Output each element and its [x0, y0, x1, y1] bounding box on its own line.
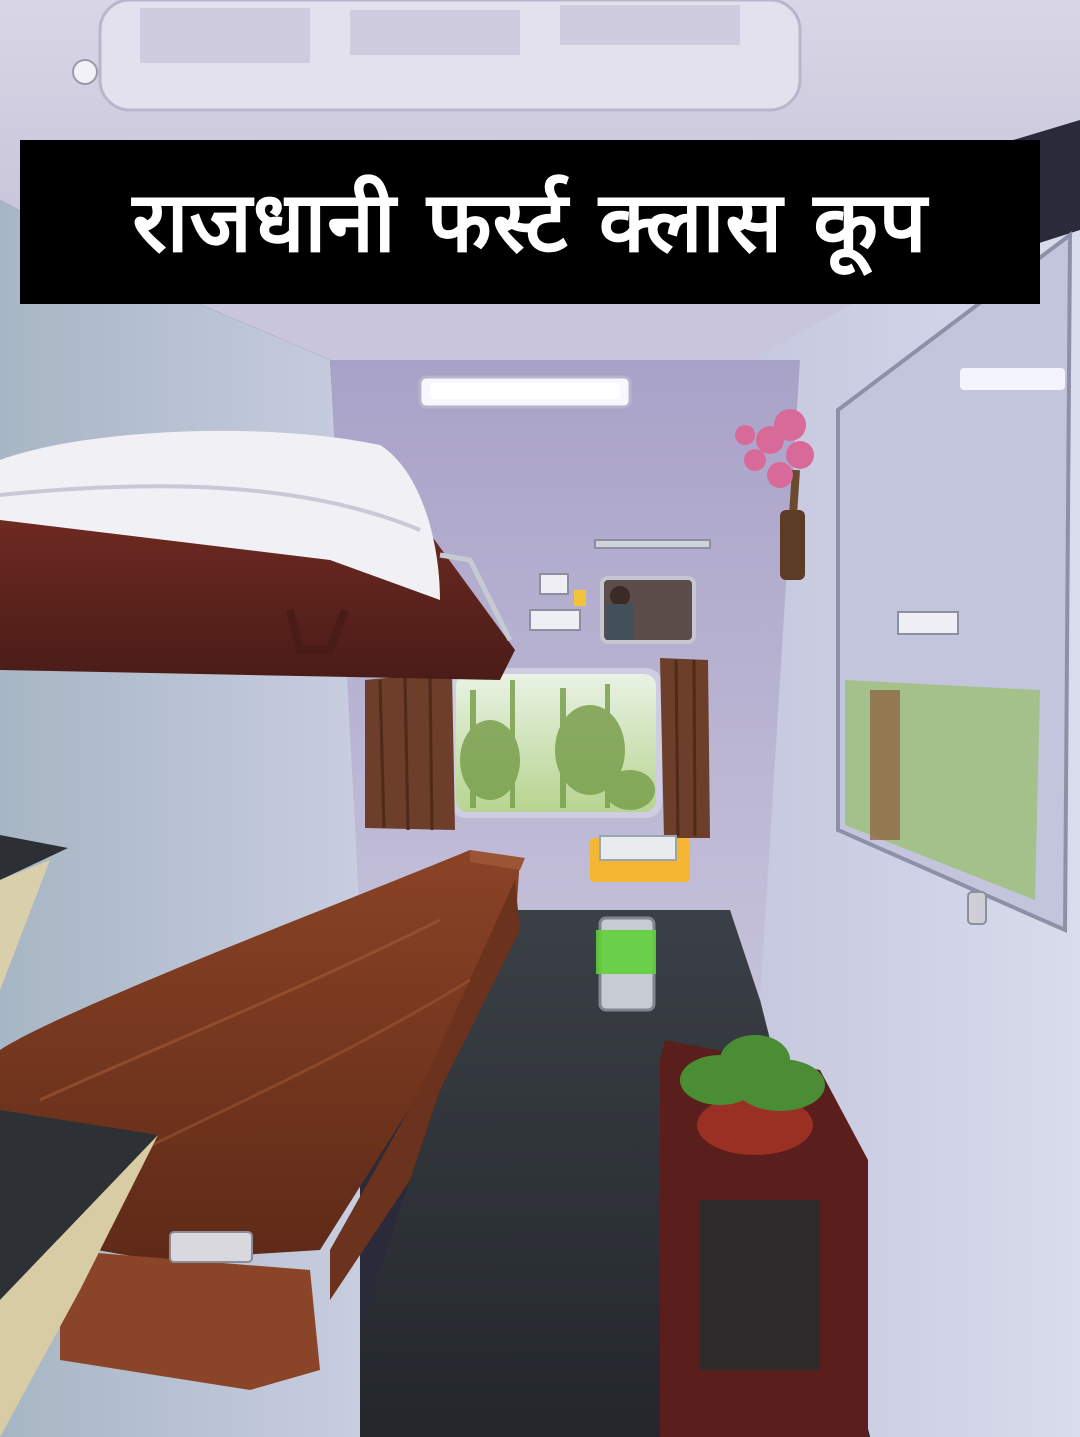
smoke-detector: [73, 60, 97, 84]
socket-panel: [530, 610, 580, 630]
title-banner: [20, 140, 1040, 304]
ceiling-vent: [560, 5, 740, 45]
ceiling-vent: [140, 8, 310, 63]
luggage-rack: [595, 540, 710, 548]
switch-panel: [540, 574, 568, 594]
curtain-left: [365, 672, 455, 830]
banner-title: राजधानी फर्स्ट क्लास कूप: [132, 173, 928, 271]
curtain-right: [660, 658, 710, 838]
ceiling-vent: [350, 10, 520, 55]
